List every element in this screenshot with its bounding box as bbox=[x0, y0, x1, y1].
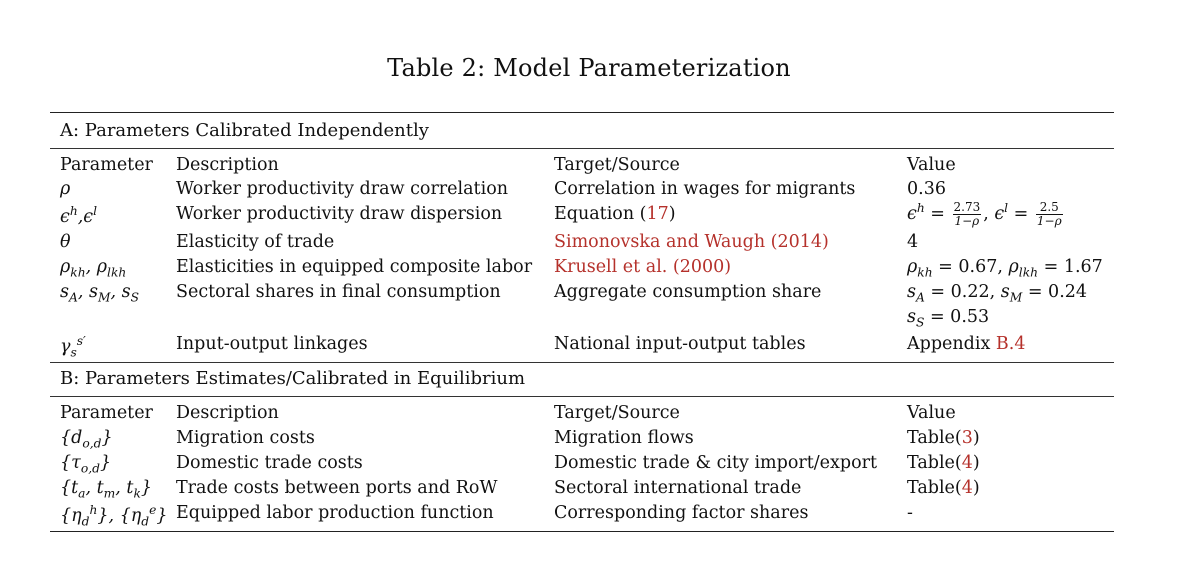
row-value: Table(4) bbox=[907, 478, 980, 498]
panel-b-top-rule bbox=[50, 362, 1114, 363]
row-description: Elasticities in equipped composite labor bbox=[176, 257, 533, 277]
row-target: Aggregate consumption share bbox=[554, 282, 822, 302]
param-symbol: θ bbox=[60, 232, 71, 252]
header-target: Target/Source bbox=[554, 155, 680, 175]
row-description: Domestic trade costs bbox=[176, 453, 363, 473]
row-value: Appendix B.4 bbox=[907, 334, 1026, 354]
row-target: Correlation in wages for migrants bbox=[554, 179, 856, 199]
row-value: $s_S = 0.53$ bbox=[907, 307, 990, 330]
header-value: Value bbox=[907, 403, 956, 423]
table-row bbox=[0, 282, 1178, 308]
row-value: 0.36 bbox=[907, 179, 946, 199]
row-description: Input-output linkages bbox=[176, 334, 368, 354]
header-value: Value bbox=[907, 155, 956, 175]
row-description: Worker productivity draw correlation bbox=[176, 179, 508, 199]
row-value: Table(4) bbox=[907, 453, 980, 473]
header-description: Description bbox=[176, 155, 279, 175]
row-description: Elasticity of trade bbox=[176, 232, 335, 252]
table-ref-link[interactable]: 3 bbox=[961, 428, 973, 448]
panel-b-label: B: Parameters Estimates/Calibrated in Equilibrium bbox=[60, 368, 526, 389]
table-row bbox=[0, 503, 1178, 529]
table-row bbox=[0, 232, 1178, 258]
table-row bbox=[0, 428, 1178, 454]
row-value: $\epsilon^h$ = $\frac{2.73}{1-\rho}$ , $\epsilon^l$ = $\frac{2.5}{1-\rho}$ bbox=[907, 200, 1062, 228]
header-description: Description bbox=[176, 403, 279, 423]
bottom-rule bbox=[50, 531, 1114, 532]
row-value: $\rho_{kh} = 0.67$, $\rho_{lkh} = 1.67$ bbox=[907, 257, 1103, 280]
panel-b-rule bbox=[50, 396, 1114, 397]
table-ref-link[interactable]: 4 bbox=[961, 453, 973, 473]
row-target: Equation (17) bbox=[554, 204, 676, 224]
citation-link[interactable]: Krusell et al. (2000) bbox=[554, 257, 732, 277]
row-value: Table(3) bbox=[907, 428, 980, 448]
param-symbol: ρ bbox=[60, 179, 71, 199]
param-symbol: $s_A$, $s_M$, $s_S$ bbox=[60, 282, 140, 305]
row-target: Domestic trade & city import/export bbox=[554, 453, 878, 473]
param-symbol: $\{\eta_d^h\}$, $\{\eta_d^e\}$ bbox=[60, 503, 168, 529]
panel-a-header-row bbox=[0, 155, 1178, 181]
row-target: Migration flows bbox=[554, 428, 694, 448]
table-ref-link[interactable]: 4 bbox=[961, 478, 973, 498]
row-target: Sectoral international trade bbox=[554, 478, 802, 498]
row-value: $s_A = 0.22$, $s_M = 0.24$ bbox=[907, 282, 1088, 305]
panel-a-label: A: Parameters Calibrated Independently bbox=[60, 120, 429, 141]
param-symbol: $\{d_{o,d}\}$ bbox=[60, 428, 113, 451]
param-symbol: {$t_a$, $t_m$, $t_k$} bbox=[60, 478, 153, 501]
equation-ref-link[interactable]: 17 bbox=[646, 204, 669, 224]
citation-link[interactable]: Simonovska and Waugh (2014) bbox=[554, 232, 829, 252]
header-target: Target/Source bbox=[554, 403, 680, 423]
table-title: Table 2: Model Parameterization bbox=[387, 54, 791, 82]
header-parameter: Parameter bbox=[60, 403, 153, 423]
panel-b-header-row bbox=[0, 403, 1178, 429]
table-row bbox=[0, 453, 1178, 479]
param-symbol: $\gamma_s^{s'}$ bbox=[60, 334, 86, 360]
table-row bbox=[0, 478, 1178, 504]
row-description: Sectoral shares in final consumption bbox=[176, 282, 501, 302]
row-value: - bbox=[907, 503, 913, 523]
panel-a-rule bbox=[50, 148, 1114, 149]
row-value: 4 bbox=[907, 232, 919, 252]
row-description: Equipped labor production function bbox=[176, 503, 494, 523]
row-description: Trade costs between ports and RoW bbox=[176, 478, 498, 498]
table-row bbox=[0, 200, 1178, 230]
param-symbol: $\{\tau_{o,d}\}$ bbox=[60, 453, 112, 476]
table-row bbox=[0, 334, 1178, 360]
param-symbol: $\rho_{kh}$, $\rho_{lkh}$ bbox=[60, 257, 127, 280]
table-row-continuation bbox=[0, 307, 1178, 333]
table-row bbox=[0, 257, 1178, 283]
appendix-ref-link[interactable]: B.4 bbox=[995, 334, 1026, 354]
param-symbol: $\epsilon^h,\epsilon^l$ bbox=[60, 204, 97, 227]
top-rule bbox=[50, 112, 1114, 113]
row-target: National input-output tables bbox=[554, 334, 806, 354]
row-description: Worker productivity draw dispersion bbox=[176, 204, 503, 224]
row-target: Corresponding factor shares bbox=[554, 503, 809, 523]
header-parameter: Parameter bbox=[60, 155, 153, 175]
row-description: Migration costs bbox=[176, 428, 315, 448]
